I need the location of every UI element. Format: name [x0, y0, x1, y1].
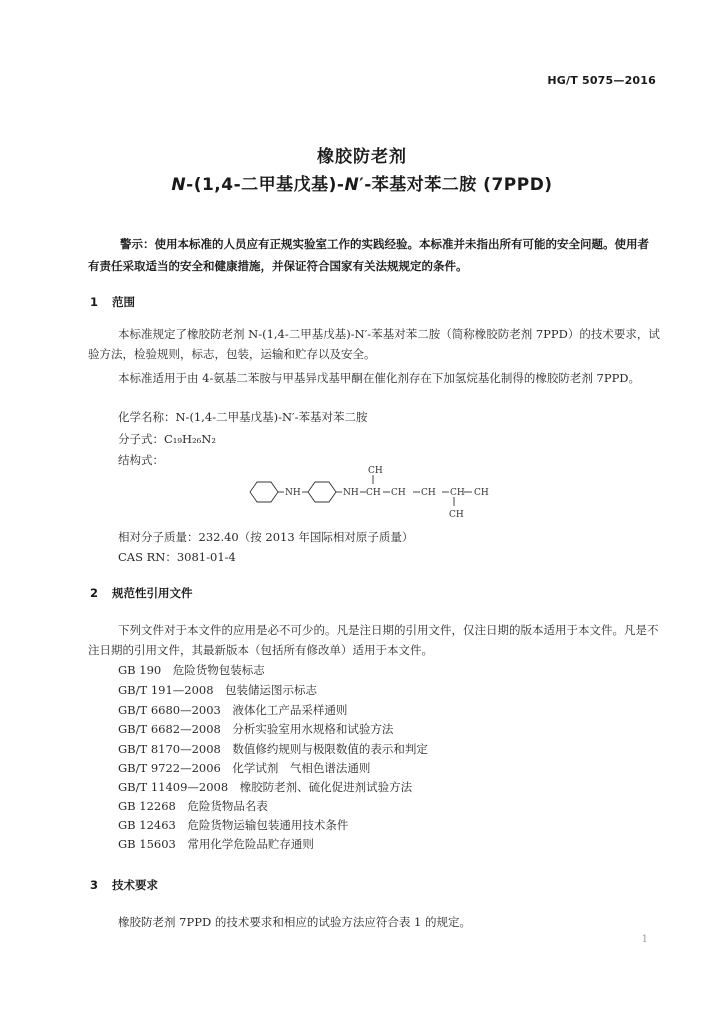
- structural-formula: [240, 462, 520, 522]
- page-number: 1: [641, 934, 648, 945]
- structure-ch3-right: CH: [474, 488, 489, 498]
- reference-item: GB 12463 危险货物运输包装通用技术条件: [118, 818, 349, 832]
- structure-ch3-bottom: CH: [449, 510, 464, 520]
- structure-ch2-a: CH: [391, 488, 406, 498]
- reference-item: GB/T 6682—2008 分析实验室用水规格和试验方法: [118, 722, 394, 736]
- standard-number: HG/T 5075—2016: [547, 74, 656, 87]
- section-3-heading: [90, 877, 158, 893]
- chemical-name: 化学名称：N-(1,4-二甲基戊基)-N′-苯基对苯二胺: [118, 410, 368, 424]
- warning-label: 警示：: [120, 237, 155, 251]
- benzene-ring-1: [250, 482, 278, 502]
- reference-item: GB/T 6680—2003 液体化工产品采样通则: [118, 703, 348, 717]
- reference-item: GB/T 11409—2008 橡胶防老剂、硫化促进剂试验方法: [118, 780, 413, 794]
- section-1-para2: 本标准适用于由 4-氨基二苯胺与甲基异戊基甲酮在催化剂存在下加氢烷基化制得的橡胶防老剂 7PPD。: [118, 371, 641, 385]
- cas-number: CAS RN：3081-01-4: [118, 550, 236, 564]
- molecular-weight: 相对分子质量：232.40（按 2013 年国际相对原子质量）: [118, 530, 414, 544]
- document-title-line1: 橡胶防老剂: [317, 147, 407, 167]
- structure-ch3-top: CH: [368, 466, 383, 476]
- title-n2-italic: N: [344, 175, 360, 195]
- section-2-title: 规范性引用文件: [112, 586, 193, 600]
- section-2-heading: [90, 585, 193, 601]
- structure-ch2-b: CH: [421, 488, 436, 498]
- title-n-italic: N: [171, 175, 187, 195]
- document-title-line2: [0, 170, 724, 195]
- section-2-number: 2: [90, 586, 99, 600]
- reference-item: GB/T 8170—2008 数值修约规则与极限数值的表示和判定: [118, 742, 428, 756]
- reference-item: GB/T 9722—2006 化学试剂 气相色谱法通则: [118, 761, 371, 775]
- structure-ch: CH: [366, 488, 381, 498]
- title-middle: -(1,4-二甲基戊基)-: [186, 175, 345, 195]
- warning-paragraph: [88, 233, 660, 277]
- structure-nh-2: NH: [343, 488, 359, 498]
- reference-item: GB 12268 危险货物品名表: [118, 799, 268, 813]
- section-1-title: 范围: [112, 295, 135, 309]
- warning-text: 使用本标准的人员应有正规实验室工作的实践经验。本标准并未指出所有可能的安全问题。使用者有责任采取适当的安全和健康措施，并保证符合国家有关法规规定的条件。: [88, 237, 649, 273]
- structure-label: 结构式：: [118, 453, 164, 467]
- section-1-number: 1: [90, 295, 99, 309]
- structure-ch-end: CH: [450, 488, 465, 498]
- section-3-title: 技术要求: [112, 878, 158, 892]
- reference-item: GB 190 危险货物包装标志: [118, 663, 265, 677]
- benzene-ring-2: [308, 482, 336, 502]
- section-3-number: 3: [90, 878, 99, 892]
- structure-nh-1: NH: [285, 488, 301, 498]
- section-3-para1: 橡胶防老剂 7PPD 的技术要求和相应的试验方法应符合表 1 的规定。: [118, 915, 471, 929]
- reference-item: GB/T 191—2008 包装储运图示标志: [118, 683, 318, 697]
- section-1-heading: [90, 294, 135, 310]
- section-1-para1: 本标准规定了橡胶防老剂 N-(1,4-二甲基戊基)-N′-苯基对苯二胺（简称橡胶防老剂 7PPD）的技术要求，试验方法，检验规则，标志，包装，运输和贮存以及安全。: [88, 327, 660, 361]
- reference-item: GB 15603 常用化学危险品贮存通则: [118, 837, 314, 851]
- section-2-intro: 下列文件对于本文件的应用是必不可少的。凡是注日期的引用文件，仅注日期的版本适用于本文件。凡是不注日期的引用文件，其最新版本（包括所有修改单）适用于本文件。: [88, 623, 659, 657]
- title-suffix: ′-苯基对苯二胺 (7PPD): [359, 175, 553, 195]
- molecular-formula: 分子式：C₁₉H₂₆N₂: [118, 432, 216, 446]
